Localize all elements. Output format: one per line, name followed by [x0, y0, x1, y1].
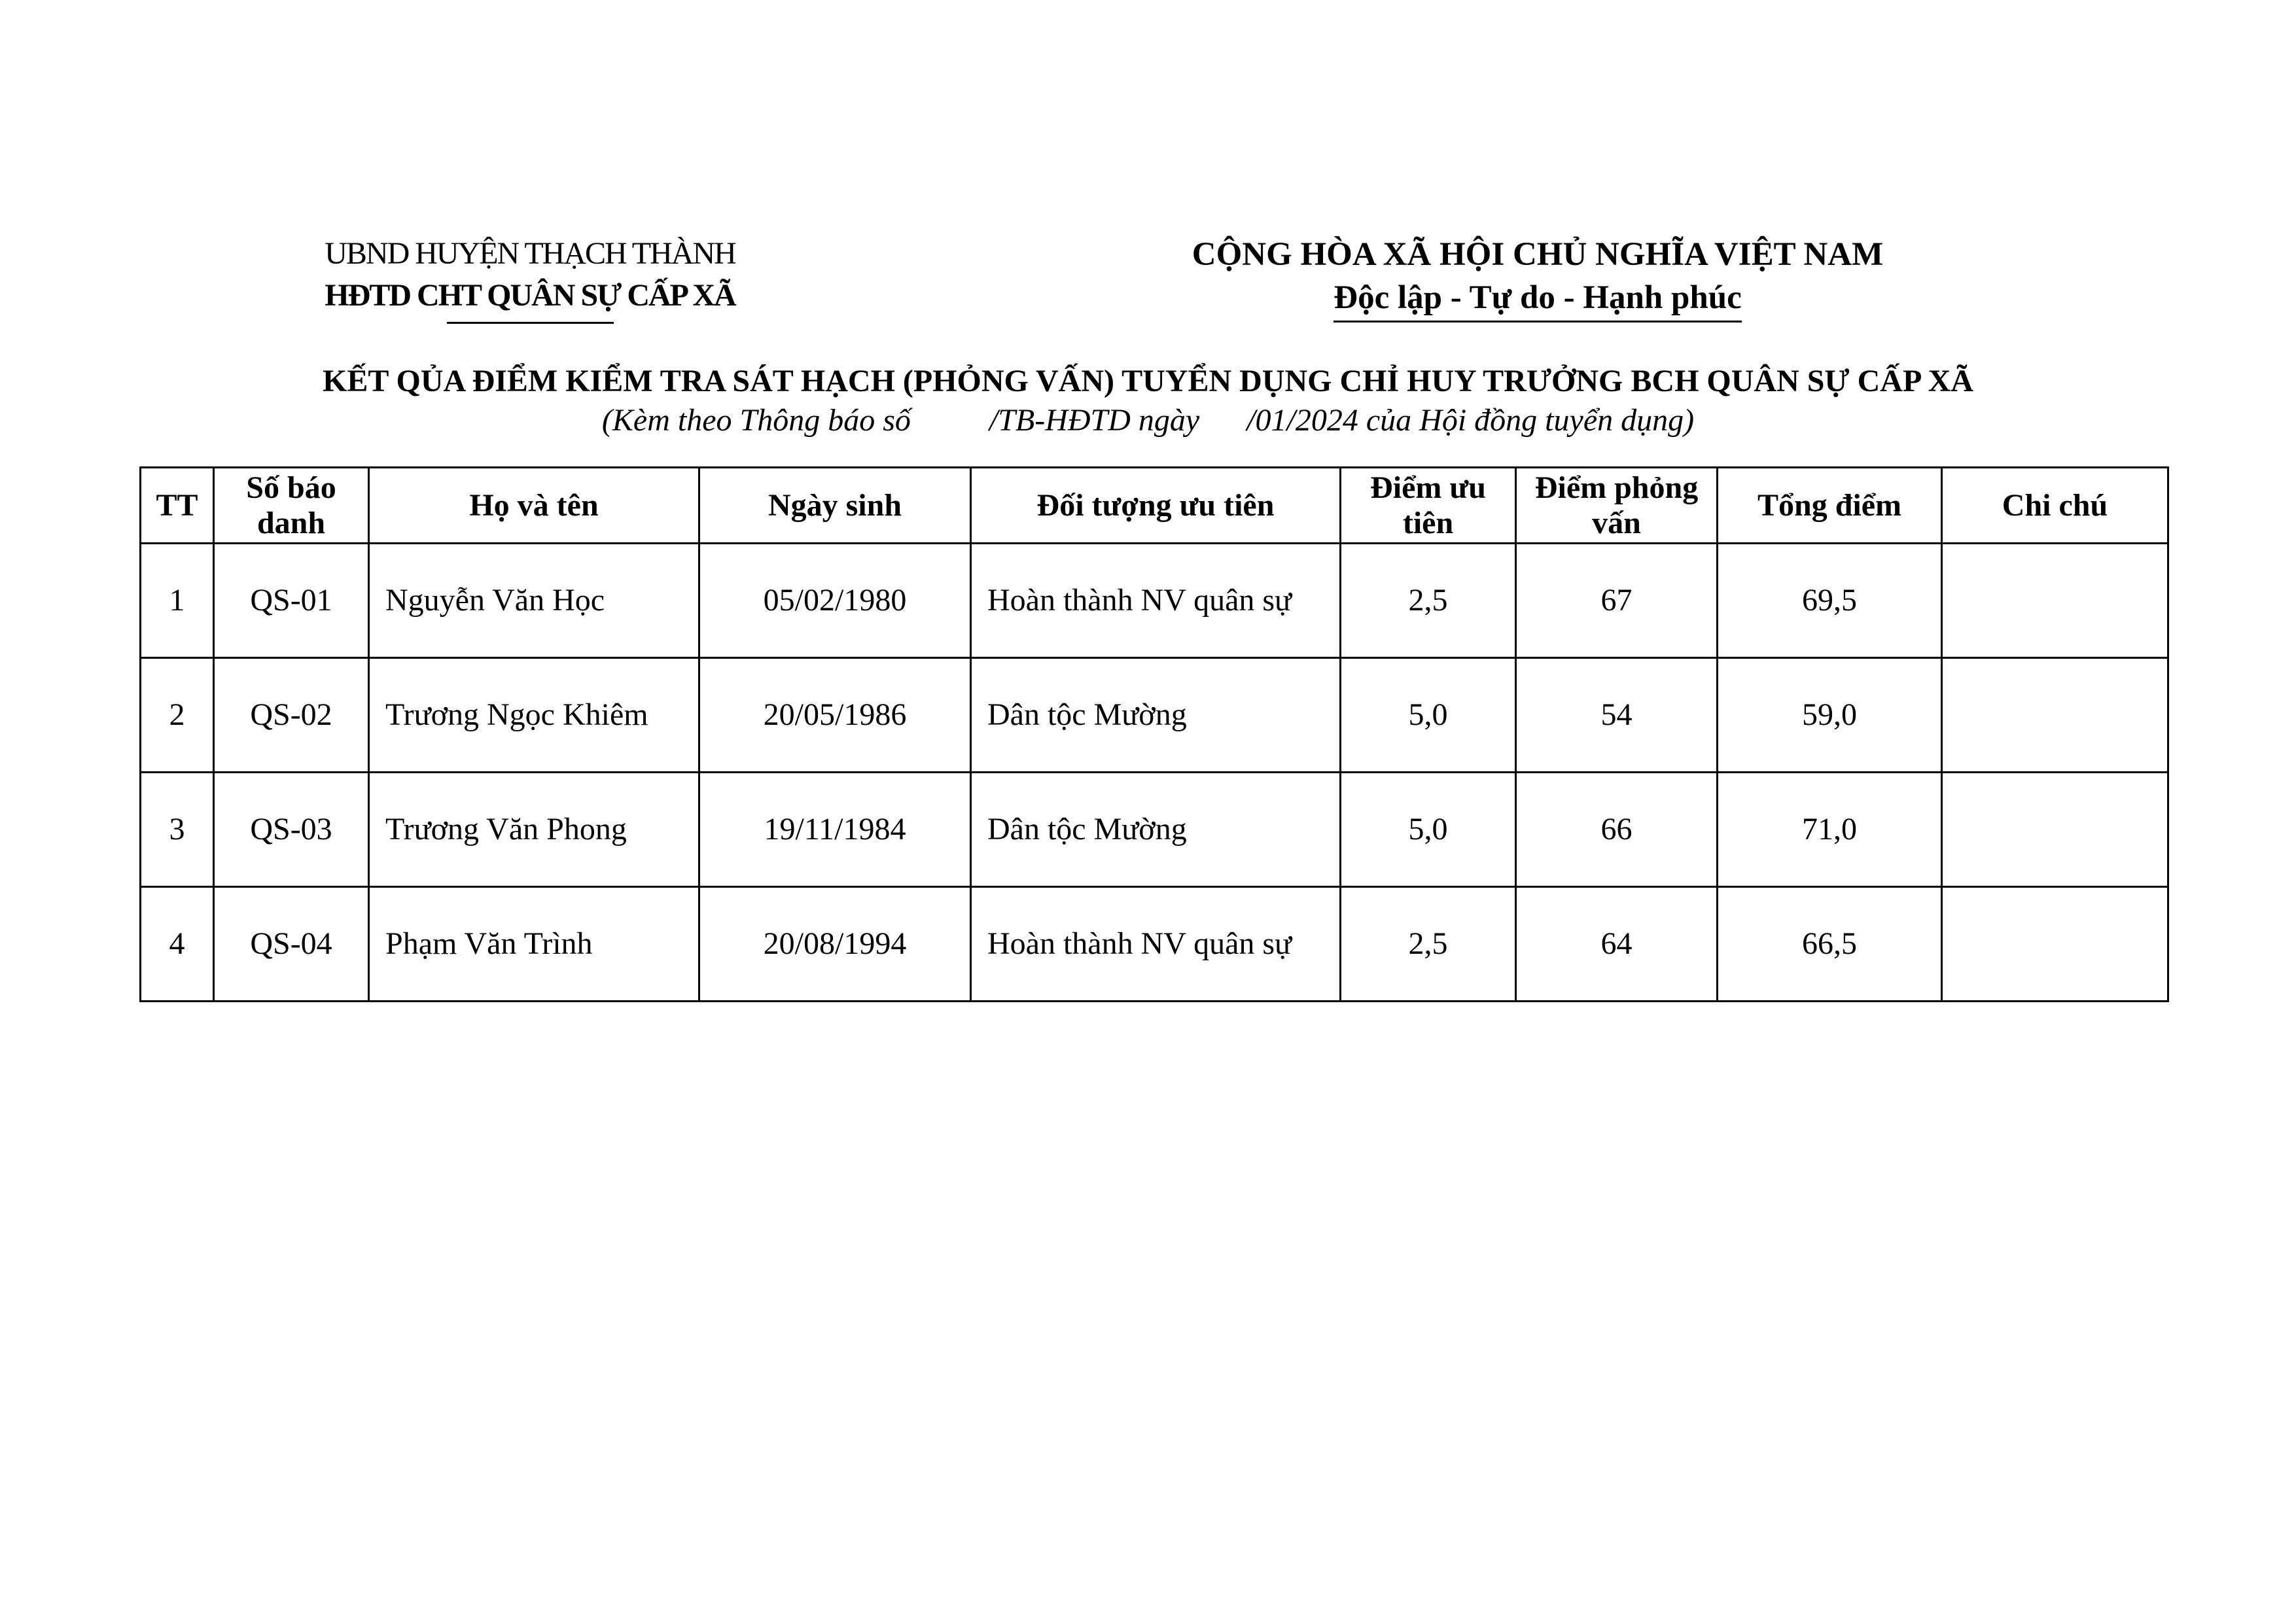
cell-priority-score: 2,5	[1341, 544, 1516, 658]
org-name-line2: HĐTD CHT QUÂN SỰ CẤP XÃ	[325, 278, 735, 313]
cell-tt: 3	[141, 773, 214, 887]
cell-total-score: 66,5	[1718, 887, 1942, 1002]
header-tt: TT	[141, 468, 214, 544]
cell-full-name: Phạm Văn Trình	[369, 887, 699, 1002]
cell-date-of-birth: 20/05/1986	[699, 658, 971, 773]
cell-interview-score: 67	[1516, 544, 1718, 658]
cell-total-score: 69,5	[1718, 544, 1942, 658]
header-date-of-birth: Ngày sinh	[699, 468, 971, 544]
cell-tt: 1	[141, 544, 214, 658]
cell-interview-score: 54	[1516, 658, 1718, 773]
cell-candidate-number: QS-03	[214, 773, 369, 887]
cell-priority-score: 5,0	[1341, 773, 1516, 887]
cell-total-score: 71,0	[1718, 773, 1942, 887]
issuing-organization	[308, 233, 752, 324]
cell-priority-group: Hoàn thành NV quân sự	[971, 887, 1341, 1002]
header-full-name: Họ và tên	[369, 468, 699, 544]
cell-notes	[1942, 658, 2168, 773]
cell-candidate-number: QS-04	[214, 887, 369, 1002]
cell-candidate-number: QS-01	[214, 544, 369, 658]
document-title: KẾT QỦA ĐIỂM KIỂM TRA SÁT HẠCH (PHỎNG VẤN) TUYỂN DỤNG CHỈ HUY TRƯỞNG BCH QUÂN SỰ CẤP XÃ	[323, 364, 1973, 398]
cell-priority-score: 2,5	[1341, 887, 1516, 1002]
nation-name: CỘNG HÒA XÃ HỘI CHỦ NGHĨA VIỆT NAM	[1192, 236, 1884, 273]
cell-interview-score: 66	[1516, 773, 1718, 887]
cell-tt: 4	[141, 887, 214, 1002]
cell-notes	[1942, 773, 2168, 887]
table-row	[141, 544, 2168, 658]
cell-priority-group: Hoàn thành NV quân sự	[971, 544, 1341, 658]
cell-date-of-birth: 19/11/1984	[699, 773, 971, 887]
cell-full-name: Nguyễn Văn Học	[369, 544, 699, 658]
cell-date-of-birth: 05/02/1980	[699, 544, 971, 658]
table-header-row	[141, 468, 2168, 544]
cell-notes	[1942, 544, 2168, 658]
cell-candidate-number: QS-02	[214, 658, 369, 773]
header-priority-group: Đối tượng ưu tiên	[971, 468, 1341, 544]
header-interview-score: Điểm phỏng vấn	[1516, 468, 1718, 544]
document-subtitle: (Kèm theo Thông báo số /TB-HĐTD ngày /01/2024 của Hội đồng tuyển dụng)	[601, 403, 1695, 438]
cell-interview-score: 64	[1516, 887, 1718, 1002]
table-row	[141, 658, 2168, 773]
org-name-line1: UBND HUYỆN THẠCH THÀNH	[325, 236, 735, 271]
national-motto: Độc lập - Tự do - Hạnh phúc	[1333, 276, 1741, 323]
cell-tt: 2	[141, 658, 214, 773]
cell-full-name: Trương Ngọc Khiêm	[369, 658, 699, 773]
national-header	[1086, 233, 1989, 323]
cell-full-name: Trương Văn Phong	[369, 773, 699, 887]
table-row	[141, 887, 2168, 1002]
table-row	[141, 773, 2168, 887]
cell-date-of-birth: 20/08/1994	[699, 887, 971, 1002]
cell-priority-group: Dân tộc Mường	[971, 658, 1341, 773]
header-priority-score: Điểm ưu tiên	[1341, 468, 1516, 544]
results-table	[139, 466, 2169, 1002]
cell-priority-group: Dân tộc Mường	[971, 773, 1341, 887]
cell-notes	[1942, 887, 2168, 1002]
header-total-score: Tổng điểm	[1718, 468, 1942, 544]
cell-priority-score: 5,0	[1341, 658, 1516, 773]
cell-total-score: 59,0	[1718, 658, 1942, 773]
header-candidate-number: Số báo danh	[214, 468, 369, 544]
org-underline	[447, 322, 614, 324]
header-notes: Chi chú	[1942, 468, 2168, 544]
